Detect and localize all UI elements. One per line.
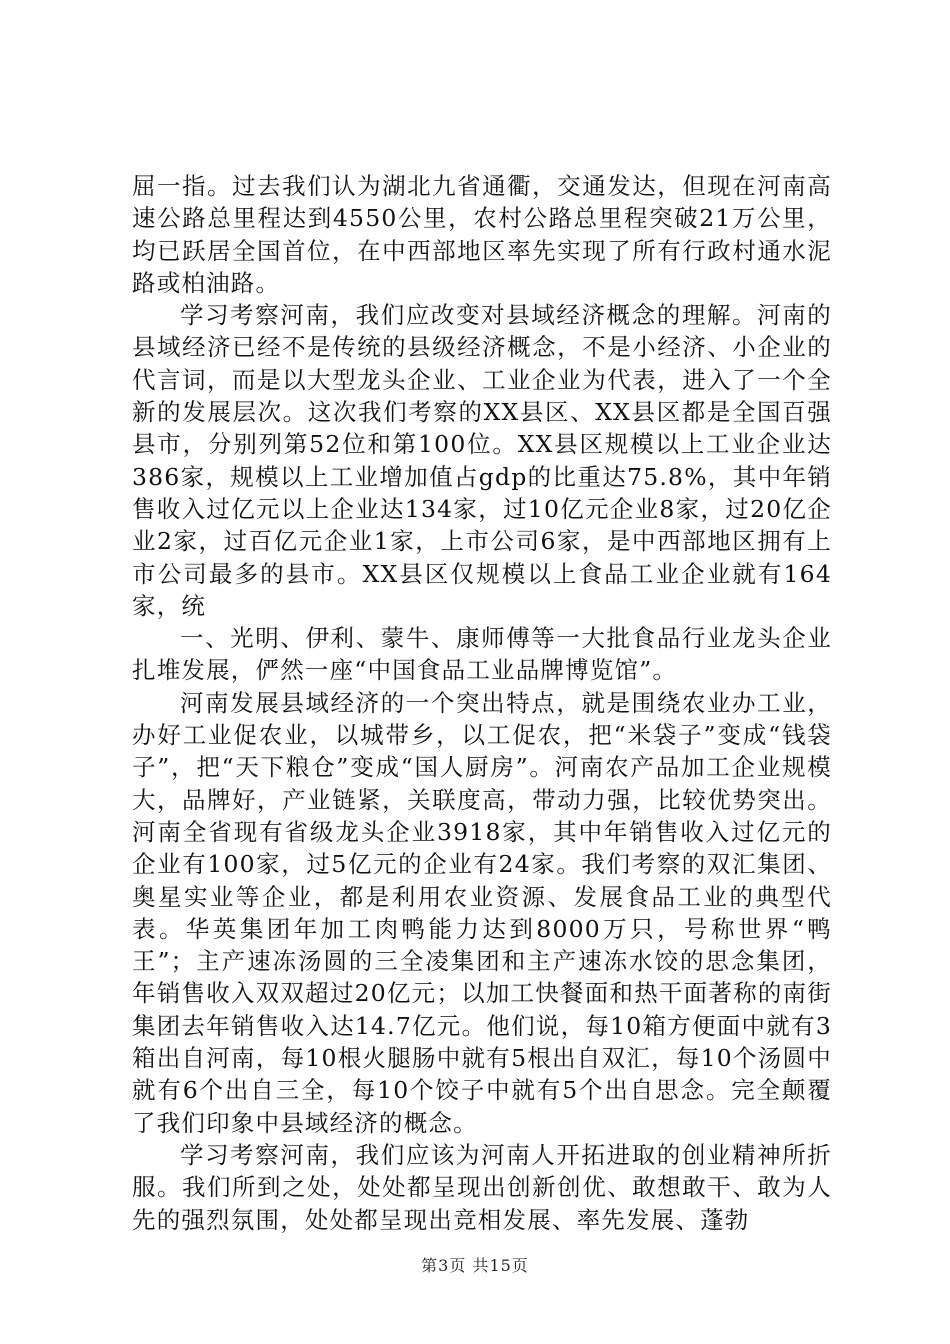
paragraph-food-brands: 一、光明、伊利、蒙牛、康师傅等一大批食品行业龙头企业扎堆发展，俨然一座“中国食品工业品牌博览馆”。: [132, 624, 832, 685]
paragraph-entrepreneurial-spirit: 学习考察河南，我们应该为河南人开拓进取的创业精神所折服。我们所到之处，处处都呈现出创新创优、敢想敢干、敢为人先的强烈氛围，处处都呈现出竞相发展、率先发展、蓬勃: [132, 1140, 832, 1234]
paragraph-agriculture-industry: 河南发展县域经济的一个突出特点，就是围绕农业办工业，办好工业促农业，以城带乡，以工促农，把“米袋子”变成“钱袋子”，把“天下粮仓”变成“国人厨房”。河南农产品加工企业规模大，品牌好，产业链紧，关联度高，带动力强，比较优势突出。河南全省现有省级龙头企业3918家，其中年销售收入过亿元的企业有100家，过5亿元的企业有24家。我们考察的双汇集团、奥星实业等企业，都是利用农业资源、发展食品工业的典型代表。华英集团年加工肉鸭能力达到8000万只，号称世界“鸭王”；主产速冻汤圆的三全凌集团和主产速冻水饺的思念集团，年销售收入双双超过20亿元；以加工快餐面和热干面著称的南街集团去年销售收入达14.7亿元。他们说，每10箱方便面中就有3箱出自河南，每10根火腿肠中就有5根出自双汇，每10个汤圆中就有6个出自三全，每10个饺子中就有5个出自思念。完全颠覆了我们印象中县域经济的概念。: [132, 688, 832, 1137]
paragraph-continuation: 屈一指。过去我们认为湖北九省通衢，交通发达，但现在河南高速公路总里程达到4550公里，农村公路总里程突破21万公里，均已跃居全国首位，在中西部地区率先实现了所有行政村通水泥路或柏油路。: [132, 172, 832, 297]
paragraph-county-economy: 学习考察河南，我们应改变对县域经济概念的理解。河南的县域经济已经不是传统的县级经济概念，不是小经济、小企业的代言词，而是以大型龙头企业、工业企业为代表，进入了一个全新的发展层次。这次我们考察的XX县区、XX县区都是全国百强县市，分别列第52位和第100位。XX县区规模以上工业企业达386家，规模以上工业增加值占gdp的比重达75.8%，其中年销售收入过亿元以上企业达134家，过10亿元企业8家，过20亿企业2家，过百亿元企业1家，上市公司6家，是中西部地区拥有上市公司最多的县市。XX县区仅规模以上食品工业企业就有164家，统: [132, 301, 832, 620]
page-footer: 第3页 共15页: [421, 1256, 529, 1275]
body-text: [132, 170, 832, 1236]
